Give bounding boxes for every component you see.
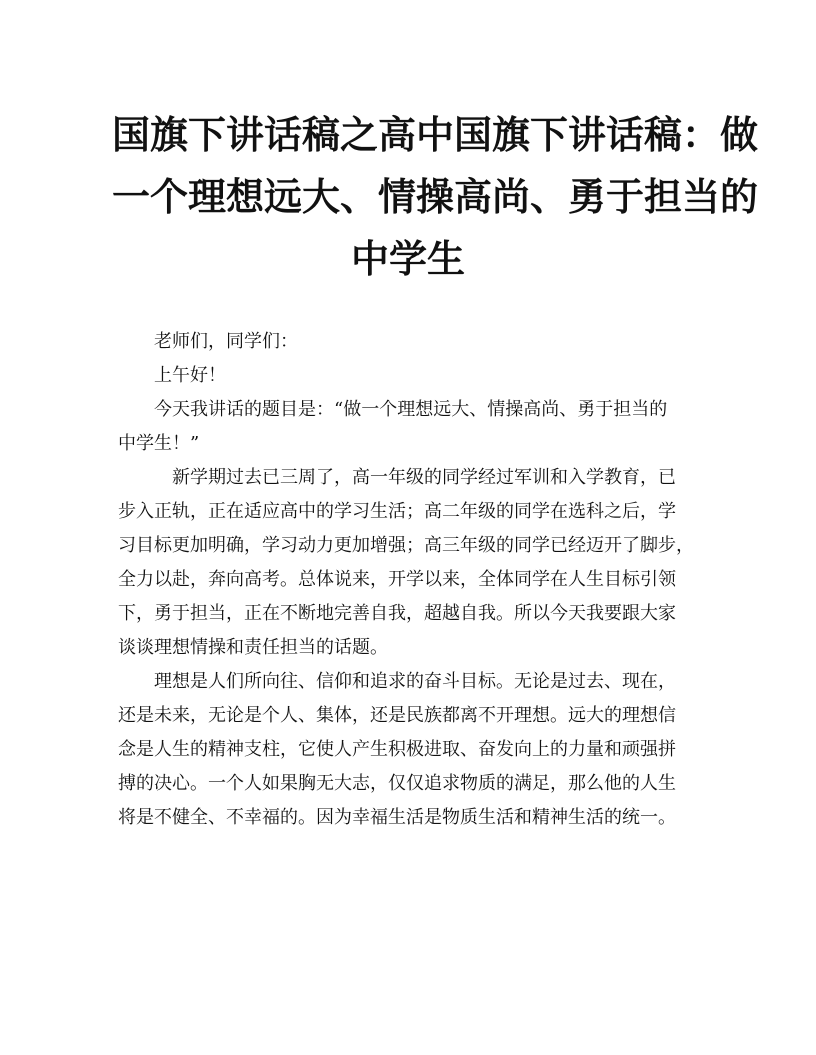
paragraph-line: 念是人生的精神支柱，它使人产生积极进取、奋发向上的力量和顽强拼 [118, 739, 676, 760]
topic-paragraph [118, 393, 698, 461]
paragraph-2 [118, 665, 698, 835]
paragraph-line: 理想是人们所向往、信仰和追求的奋斗目标。无论是过去、现在， [154, 671, 676, 692]
paragraph-line: 全力以赴，奔向高考。总体说来，开学以来，全体同学在人生目标引领 [118, 569, 676, 590]
title-line: 国旗下讲话稿之高中国旗下讲话稿：做 [112, 112, 759, 157]
document-title [112, 104, 759, 290]
title-line: 中学生 [350, 236, 465, 281]
paragraph-line: 步入正轨，正在适应高中的学习生活；高二年级的同学在选科之后，学 [118, 501, 676, 522]
paragraph-line: 将是不健全、不幸福的。因为幸福生活是物质生活和精神生活的统一。 [118, 807, 676, 828]
paragraph-line: 还是未来，无论是个人、集体，还是民族都离不开理想。远大的理想信 [118, 705, 676, 726]
paragraph-line: 下，勇于担当，正在不断地完善自我，超越自我。所以今天我要跟大家 [118, 603, 676, 624]
paragraph-line: 今天我讲话的题目是：“做一个理想远大、情操高尚、勇于担当的 [154, 399, 668, 420]
paragraph-line: 习目标更加明确，学习动力更加增强；高三年级的同学已经迈开了脚步， [118, 535, 694, 556]
paragraph-line: 搏的决心。一个人如果胸无大志，仅仅追求物质的满足，那么他的人生 [118, 773, 676, 794]
paragraph-line: 中学生！” [118, 433, 200, 454]
title-line: 一个理想远大、情操高尚、勇于担当的 [112, 174, 759, 219]
paragraph-line: 谈谈理想情操和责任担当的话题。 [118, 637, 388, 658]
paragraph-line: 新学期过去已三周了，高一年级的同学经过军训和入学教育，已 [172, 467, 676, 488]
salutation: 上午好！ [154, 365, 226, 386]
document-body [118, 325, 698, 835]
paragraph-1 [118, 461, 698, 665]
greeting: 老师们，同学们： [154, 331, 298, 352]
